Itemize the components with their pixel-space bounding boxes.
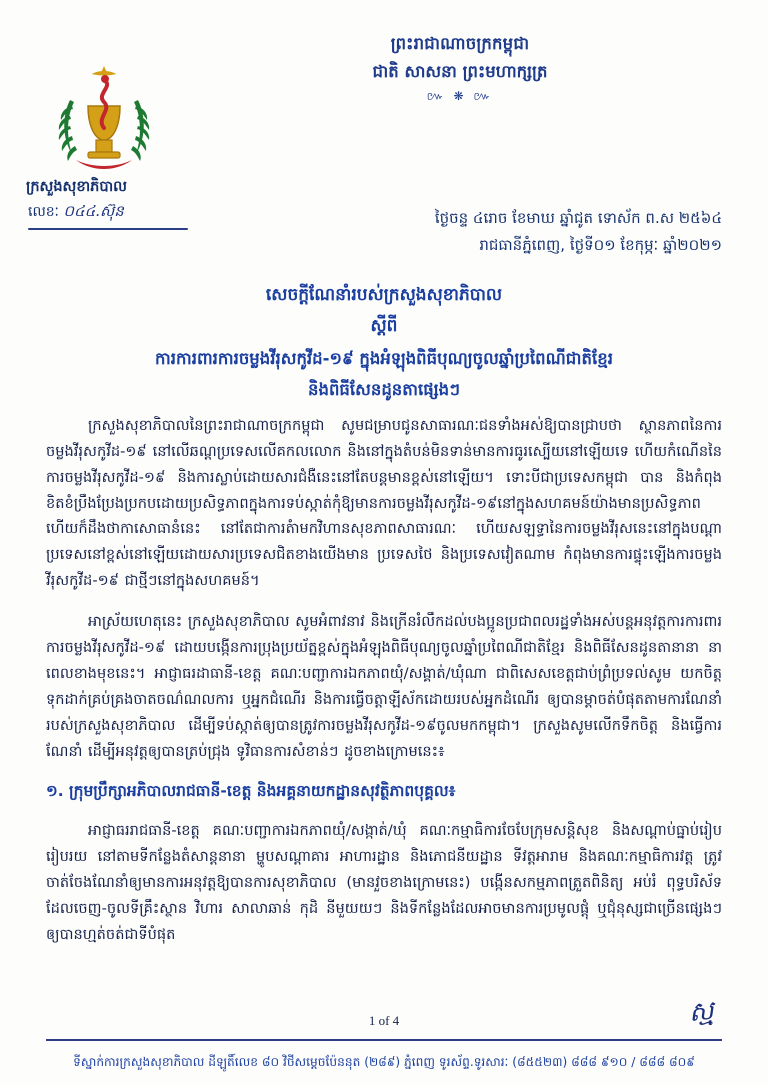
title-line-3: ការការពារការចម្លងវីរុសកូវីដ-១៩ ក្នុងអំឡុងពិធីបុណ្យចូលឆ្នាំប្រពៃណីជាតិខ្មែរ bbox=[155, 348, 613, 368]
kingdom-title: ព្រះរាជាណាចក្រកម្ពុជា bbox=[390, 34, 530, 53]
document-title-block bbox=[60, 280, 708, 406]
signature-mark: ស្ម bbox=[687, 995, 716, 1029]
title-line-2: ស្តីពី bbox=[370, 316, 398, 337]
title-line-1: សេចក្តីណែនាំរបស់ក្រសួងសុខាភិបាល bbox=[265, 285, 503, 305]
section-heading-1: ១. ក្រុមប្រឹក្សាអភិបាលរាជធានី-ខេត្ត និងអគ្គនាយកដ្ឋានសុវត្ថិភាពបុគ្គល៖ bbox=[46, 781, 456, 800]
date-block bbox=[302, 205, 722, 259]
buddhist-date: ថ្ងៃចន្ទ ៤រោច ខែមាឃ ឆ្នាំជូត ទោស័ក ព.ស ២៥៦៤ bbox=[434, 209, 722, 227]
flourish-ornament: ៚ ❋ ៚ bbox=[426, 89, 494, 104]
body-paragraph-2: អាស្រ័យហេតុនេះ ក្រសួងសុខាភិបាល សូមអំពាវនាវ និងក្រើនរំលឹកដល់បងប្អូនប្រជាពលរដ្ឋទាំងអស់បន្តអនុវត្តការការពារការចម្លងវីរុសកូវីដ-១៩ ដោយបង្កើនការប្រុងប្រយ័ត្នខ្ពស់ក្នុងអំឡុងពិធីបុណ្យចូលឆ្នាំប្រពៃណីជាតិខ្មែរ និងពិធីសែនដូនតានានា នាពេលខាងមុខនេះ។ អាជ្ញាធរដាធានី-ខេត្ត គណៈបញ្ជាការឯកភាពយុំ/សង្គាត់/ឃុំណា ជាពិសេសខេត្តជាប់ព្រំប្រទល់សូម យកចិត្តទុកដាក់គ្រប់គ្រងចាតចណ៌ណលការ ឬអ្នកជំណើរ និងការធ្វើចត្តាឡីស័កដោយរបស់អ្នកដំណើរ ឲ្យបានម្តាចត់បំផុតតាមការណែនាំរបស់ក្រសួងសុខាភិបាល ដើម្បីទប់ស្កាត់ឲ្យបានត្រូវការចម្លងវីរុសកូវីដ-១៩ចូលមកកម្ពុជា។ ក្រសួងសូមលើកទឹកចិត្ត និងធ្វើការណែនាំ ដើម្បីអនុវត្តឲ្យបានត្រប់ជ្រុង ទូវិធានការសំខាន់ៗ ដូចខាងក្រោមនេះ៖ bbox=[46, 612, 722, 760]
national-motto: ជាតិ សាសនា ព្រះមហាក្សត្រ bbox=[372, 62, 548, 82]
gregorian-date: រាជធានីភ្នំពេញ, ថ្ងៃទី០១ ខែកុម្ភៈ ឆ្នាំ២០២១ bbox=[479, 236, 722, 254]
reference-value: ០៤៤.ស៊ុន bbox=[63, 202, 124, 220]
footer-address: ទីស្នាក់ការក្រសួងសុខាភិបាល ដីឡូតិ៍លេខ ៨០ វិថីសម្តេចប៉ែននុត (២៨៩) ភ្នំពេញ ទូរស័ព្ទ.ទូរសារៈ (៨៥៥២៣) ៨៨៨ ៩១០ / ៨៨៨ ៨០៩ bbox=[73, 1055, 695, 1070]
body-paragraph-1: ក្រសួងសុខាភិបាលនៃព្រះរាជាណាចក្រកម្ពុជា សូមជម្រាបជូនសាធារណៈជនទាំងអស់ឱ្យបានជ្រាបថា ស្ថានភាពនៃការចម្លងវីរុសកូវីដ-១៩ នៅលើឆណ្តប្រទេសលើគកលលោក និងនៅក្នុងតំបន់មិនទាន់មានការធូរស្បើយនៅឡើយទេ ហើយកំណើននៃការចម្លងវីរុសកូវីដ-១៩ និងការស្លាប់ដោយសារជំងឺនេះនៅតែបន្តមានខ្ពស់នៅឡើយ។ ទោះបីជាប្រទេសកម្ពុជា បាន និងកំពុងខិតខំប្រឹងប្រែងប្រកបដោយប្រសិទ្ធភាពក្នុងការទប់ស្កាត់កុំឱ្យមានការចម្លងវីរុសកូវីដ-១៩នៅក្នុងសហគមន៍យ៉ាងមានប្រសិទ្ធភាពហើយក៏ដឹងថាកាសោធានំនេះ នៅតែជាការតំាមកវិហានសុខភាពសាធារណៈ ហើយសឡទ្ធានៃការចម្លងវីរុសនេះនៅក្នុងបណ្តាប្រទេសនៅខ្ពស់នៅឡើយដោយសារប្រទេសជិតខាងយើងមាន ប្រទេសថៃ និងប្រទេសវៀតណាម កំពុងមានការផ្ទុះឡើងការចម្លងវីរុសកូវីដ-១៩ ជាថ្មីៗនៅក្នុងសហគមន៍។ bbox=[46, 416, 722, 590]
page-number: 1 of 4 bbox=[368, 1013, 400, 1028]
reference-number bbox=[28, 202, 124, 224]
ministry-of-health-emblem-icon bbox=[52, 62, 156, 180]
document-body bbox=[46, 398, 722, 958]
title-line-4: និងពិធីសែនដូនតាផ្សេងៗ bbox=[308, 380, 460, 400]
body-paragraph-3: អាជ្ញាធររាជធានី-ខេត្ត គណៈបញ្ជាការឯកភាពយុំ/សង្កាត់/ឃុំ គណៈកម្មាធិការចែបែក្រុមសន្តិសុខ និងសណ្តាប់ធ្នាប់រៀបរៀបរយ នៅតាមទីកន្លែងតំសាន្តនានា ម្ហូបសណ្តាគារ អាហារដ្ឋាន និងភោជនីយដ្ឋាន ទីវត្តអារាម និងគណៈកម្មាធិការវត្ត ត្រូវចាត់ចែងណែនាំឲ្យមានការអនុវត្តឱ្យបានការសុខាភិបាល (មានវួចខាងក្រោមនេះ) បង្កើនសកម្មភាពត្រួតពិនិត្យ អប់រំ ពុទ្ធបរិស័ទ ដែលចេញ-ចូលទីគ្រឹះស្ថាន វិហារ សាលាឆាន់ កុដិ នីមួយយៗ និងទីកន្លែងដែលអាចមានការប្រមូលផ្តុំ ឬជុំនុស្សជាច្រើនផ្សេងៗ ឲ្យបានហ្មត់ចត់ជាទីបំផុត bbox=[46, 822, 722, 944]
national-heading bbox=[200, 30, 720, 106]
document-header bbox=[0, 0, 768, 254]
ministry-name: ក្រសួងសុខាភិបាល bbox=[26, 179, 127, 195]
reference-underline bbox=[28, 228, 188, 230]
footer-divider bbox=[46, 1039, 722, 1041]
reference-label: លេខៈ bbox=[28, 204, 59, 220]
